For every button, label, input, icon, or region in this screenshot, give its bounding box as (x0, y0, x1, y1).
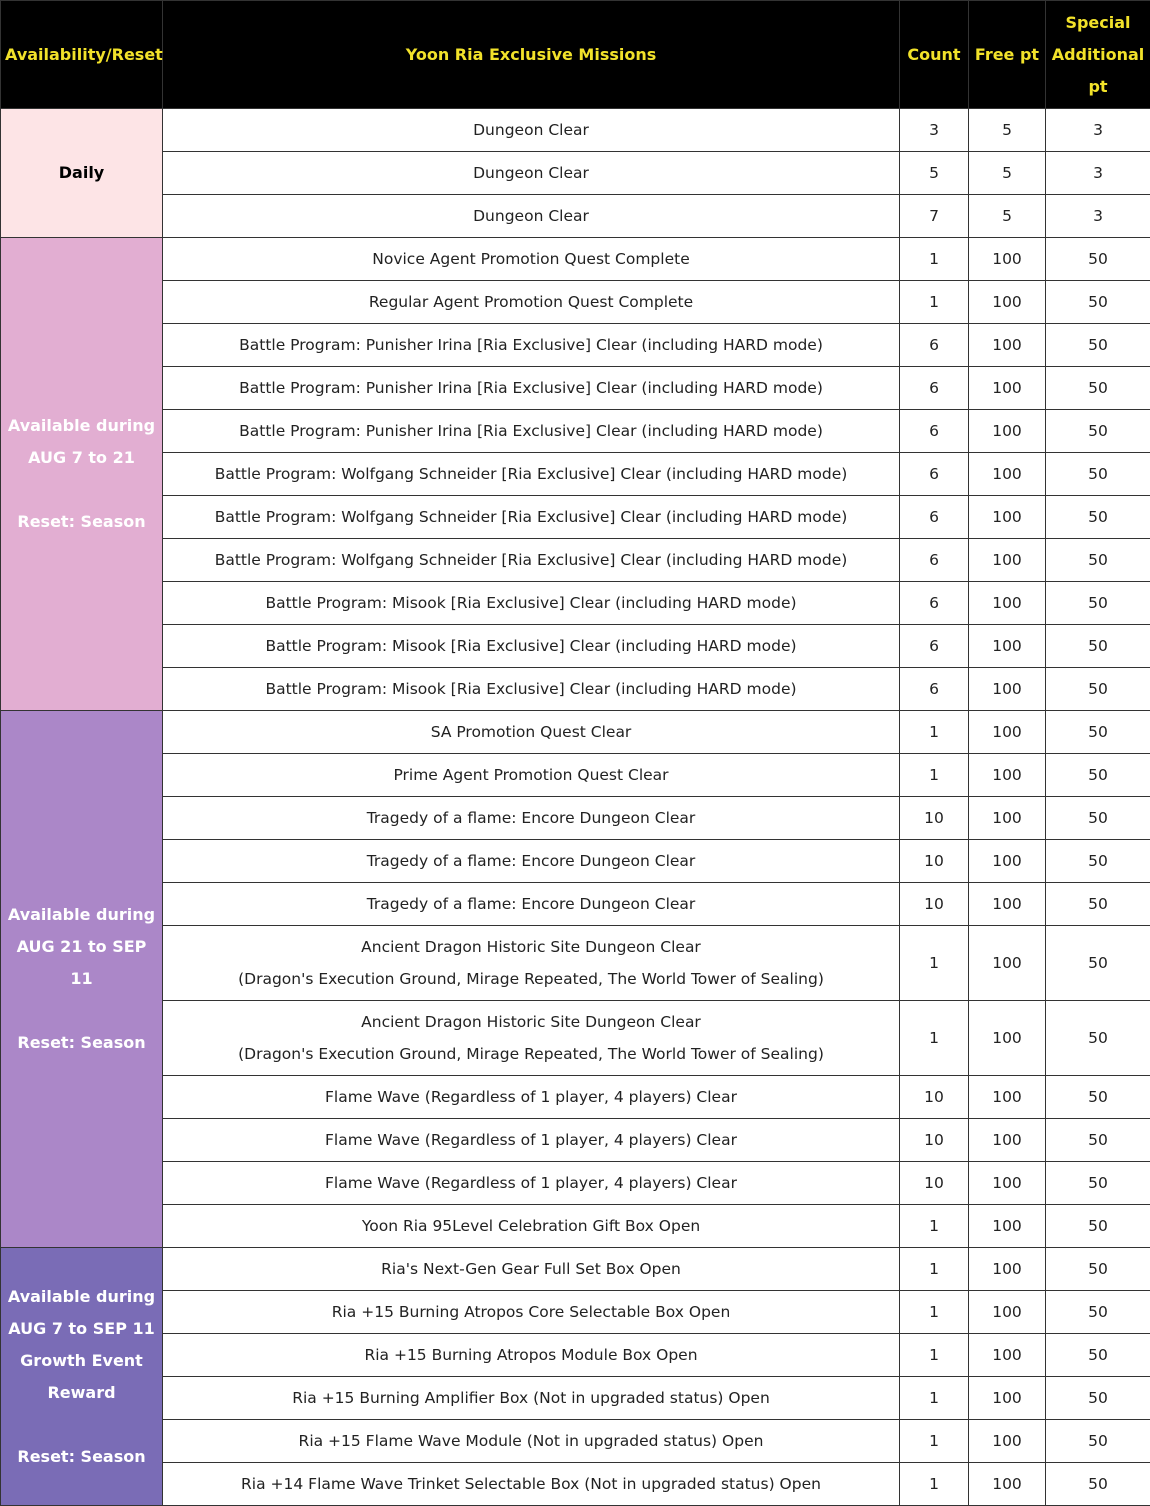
group-label-line (5, 474, 158, 506)
count-cell: 10 (900, 840, 969, 883)
special-pt-cell: 3 (1046, 152, 1150, 195)
table-row (1, 281, 1150, 324)
special-pt-cell: 50 (1046, 754, 1150, 797)
mission-text: Battle Program: Wolfgang Schneider [Ria Exclusive] Clear (including HARD mode) (167, 544, 895, 576)
group-label-line: AUG 21 to SEP 11 (5, 931, 158, 995)
mission-text: Flame Wave (Regardless of 1 player, 4 players) Clear (167, 1124, 895, 1156)
special-pt-cell: 50 (1046, 1248, 1150, 1291)
mission-cell (163, 1334, 900, 1377)
free-pt-cell: 100 (969, 797, 1046, 840)
mission-cell (163, 453, 900, 496)
special-pt-cell: 50 (1046, 1076, 1150, 1119)
mission-cell (163, 797, 900, 840)
special-pt-cell: 50 (1046, 625, 1150, 668)
free-pt-cell: 100 (969, 1463, 1046, 1506)
count-cell: 6 (900, 410, 969, 453)
special-pt-cell: 50 (1046, 410, 1150, 453)
mission-text: Ria +15 Burning Amplifier Box (Not in upgraded status) Open (167, 1382, 895, 1414)
mission-text: (Dragon's Execution Ground, Mirage Repeated, The World Tower of Sealing) (167, 963, 895, 995)
special-pt-cell: 3 (1046, 195, 1150, 238)
count-cell: 1 (900, 1334, 969, 1377)
free-pt-cell: 100 (969, 883, 1046, 926)
group-label-line: Available during (5, 1281, 158, 1313)
count-cell: 1 (900, 1420, 969, 1463)
special-pt-cell: 50 (1046, 1463, 1150, 1506)
mission-cell (163, 1463, 900, 1506)
count-cell: 1 (900, 1291, 969, 1334)
table-row (1, 453, 1150, 496)
count-cell: 6 (900, 324, 969, 367)
free-pt-cell: 100 (969, 582, 1046, 625)
special-pt-cell: 50 (1046, 711, 1150, 754)
mission-text: Battle Program: Misook [Ria Exclusive] Clear (including HARD mode) (167, 630, 895, 662)
table-row (1, 539, 1150, 582)
mission-cell (163, 840, 900, 883)
mission-text: Tragedy of a flame: Encore Dungeon Clear (167, 802, 895, 834)
mission-cell (163, 711, 900, 754)
mission-text: Flame Wave (Regardless of 1 player, 4 players) Clear (167, 1167, 895, 1199)
count-cell: 10 (900, 1119, 969, 1162)
free-pt-cell: 100 (969, 281, 1046, 324)
mission-cell (163, 1291, 900, 1334)
table-row (1, 410, 1150, 453)
count-cell: 5 (900, 152, 969, 195)
table-row (1, 625, 1150, 668)
special-pt-cell: 50 (1046, 238, 1150, 281)
table-row (1, 711, 1150, 754)
count-cell: 10 (900, 1076, 969, 1119)
special-pt-cell: 50 (1046, 582, 1150, 625)
free-pt-cell: 5 (969, 152, 1046, 195)
free-pt-cell: 100 (969, 668, 1046, 711)
mission-text: Battle Program: Wolfgang Schneider [Ria Exclusive] Clear (including HARD mode) (167, 458, 895, 490)
special-pt-cell: 50 (1046, 797, 1150, 840)
free-pt-cell: 100 (969, 410, 1046, 453)
free-pt-cell: 100 (969, 1420, 1046, 1463)
table-row (1, 1076, 1150, 1119)
free-pt-cell: 100 (969, 1162, 1046, 1205)
count-cell: 6 (900, 625, 969, 668)
group-label-line: Available during (5, 410, 158, 442)
count-cell: 7 (900, 195, 969, 238)
group-label-growth (1, 1248, 163, 1506)
count-cell: 1 (900, 1001, 969, 1076)
mission-cell (163, 668, 900, 711)
free-pt-cell: 5 (969, 109, 1046, 152)
count-cell: 6 (900, 367, 969, 410)
table-row (1, 1162, 1150, 1205)
count-cell: 6 (900, 668, 969, 711)
group-label-line: Reset: Season (5, 1441, 158, 1473)
count-cell: 1 (900, 926, 969, 1001)
table-row (1, 754, 1150, 797)
mission-text: Yoon Ria 95Level Celebration Gift Box Open (167, 1210, 895, 1242)
mission-text: Ancient Dragon Historic Site Dungeon Clear (167, 1006, 895, 1038)
free-pt-cell: 100 (969, 1291, 1046, 1334)
free-pt-cell: 100 (969, 711, 1046, 754)
mission-text: Tragedy of a flame: Encore Dungeon Clear (167, 888, 895, 920)
table-row (1, 1463, 1150, 1506)
special-pt-cell: 50 (1046, 1205, 1150, 1248)
mission-cell (163, 238, 900, 281)
free-pt-cell: 100 (969, 539, 1046, 582)
table-row (1, 797, 1150, 840)
mission-text: Battle Program: Wolfgang Schneider [Ria Exclusive] Clear (including HARD mode) (167, 501, 895, 533)
special-pt-cell: 50 (1046, 1377, 1150, 1420)
free-pt-cell: 100 (969, 238, 1046, 281)
table-row (1, 152, 1150, 195)
count-cell: 1 (900, 1377, 969, 1420)
count-cell: 1 (900, 1205, 969, 1248)
free-pt-cell: 100 (969, 1377, 1046, 1420)
header-count: Count (900, 1, 969, 109)
special-pt-cell: 50 (1046, 1334, 1150, 1377)
table-row (1, 668, 1150, 711)
table-row (1, 883, 1150, 926)
header-special-line: Special (1050, 7, 1146, 39)
free-pt-cell: 100 (969, 1119, 1046, 1162)
mission-cell (163, 324, 900, 367)
special-pt-cell: 50 (1046, 367, 1150, 410)
table-row (1, 367, 1150, 410)
mission-text: Prime Agent Promotion Quest Clear (167, 759, 895, 791)
table-row (1, 1334, 1150, 1377)
count-cell: 3 (900, 109, 969, 152)
special-pt-cell: 50 (1046, 539, 1150, 582)
special-pt-cell: 50 (1046, 840, 1150, 883)
group-label-line: Reward (5, 1377, 158, 1409)
mission-cell (163, 109, 900, 152)
special-pt-cell: 50 (1046, 453, 1150, 496)
mission-cell (163, 1076, 900, 1119)
count-cell: 6 (900, 582, 969, 625)
free-pt-cell: 100 (969, 625, 1046, 668)
mission-cell (163, 1119, 900, 1162)
mission-cell (163, 883, 900, 926)
count-cell: 1 (900, 238, 969, 281)
mission-text: Dungeon Clear (167, 200, 895, 232)
special-pt-cell: 50 (1046, 281, 1150, 324)
header-special-line: Additional (1050, 39, 1146, 71)
free-pt-cell: 100 (969, 324, 1046, 367)
count-cell: 1 (900, 711, 969, 754)
mission-text: Dungeon Clear (167, 114, 895, 146)
special-pt-cell: 50 (1046, 1001, 1150, 1076)
mission-cell (163, 1205, 900, 1248)
count-cell: 10 (900, 1162, 969, 1205)
mission-text: Dungeon Clear (167, 157, 895, 189)
mission-text: Battle Program: Punisher Irina [Ria Exclusive] Clear (including HARD mode) (167, 372, 895, 404)
special-pt-cell: 50 (1046, 883, 1150, 926)
mission-text: Battle Program: Punisher Irina [Ria Exclusive] Clear (including HARD mode) (167, 329, 895, 361)
mission-text: Ria's Next-Gen Gear Full Set Box Open (167, 1253, 895, 1285)
mission-cell (163, 281, 900, 324)
mission-text: Battle Program: Punisher Irina [Ria Exclusive] Clear (including HARD mode) (167, 415, 895, 447)
table-row (1, 496, 1150, 539)
mission-cell (163, 754, 900, 797)
header-availability: Availability/Reset (1, 1, 163, 109)
header-free-pt: Free pt (969, 1, 1046, 109)
table-row (1, 1205, 1150, 1248)
group-label-line: Reset: Season (5, 1027, 158, 1059)
count-cell: 1 (900, 754, 969, 797)
table-row (1, 238, 1150, 281)
mission-text: Ria +15 Burning Atropos Module Box Open (167, 1339, 895, 1371)
mission-text: Battle Program: Misook [Ria Exclusive] Clear (including HARD mode) (167, 587, 895, 619)
free-pt-cell: 100 (969, 496, 1046, 539)
count-cell: 6 (900, 496, 969, 539)
group-label-season1 (1, 238, 163, 711)
mission-cell (163, 496, 900, 539)
header-missions: Yoon Ria Exclusive Missions (163, 1, 900, 109)
group-label-season2 (1, 711, 163, 1248)
group-label-line: AUG 7 to 21 (5, 442, 158, 474)
group-label-daily (1, 109, 163, 238)
count-cell: 1 (900, 1248, 969, 1291)
group-label-line: Reset: Season (5, 506, 158, 538)
mission-cell (163, 1001, 900, 1076)
free-pt-cell: 100 (969, 1248, 1046, 1291)
mission-text: Regular Agent Promotion Quest Complete (167, 286, 895, 318)
special-pt-cell: 50 (1046, 1420, 1150, 1463)
free-pt-cell: 100 (969, 1001, 1046, 1076)
count-cell: 1 (900, 1463, 969, 1506)
table-row (1, 1291, 1150, 1334)
table-row (1, 324, 1150, 367)
header-row (1, 1, 1150, 109)
table-row (1, 926, 1150, 1001)
mission-text: SA Promotion Quest Clear (167, 716, 895, 748)
mission-text: Ria +15 Flame Wave Module (Not in upgraded status) Open (167, 1425, 895, 1457)
special-pt-cell: 50 (1046, 926, 1150, 1001)
group-label-line: Daily (5, 157, 158, 189)
mission-cell (163, 1420, 900, 1463)
header-special-pt (1046, 1, 1150, 109)
table-row (1, 1248, 1150, 1291)
special-pt-cell: 50 (1046, 668, 1150, 711)
special-pt-cell: 50 (1046, 496, 1150, 539)
table-row (1, 109, 1150, 152)
special-pt-cell: 50 (1046, 1162, 1150, 1205)
group-label-line (5, 995, 158, 1027)
mission-cell (163, 195, 900, 238)
mission-cell (163, 410, 900, 453)
count-cell: 10 (900, 797, 969, 840)
mission-text: Ria +15 Burning Atropos Core Selectable Box Open (167, 1296, 895, 1328)
free-pt-cell: 100 (969, 367, 1046, 410)
free-pt-cell: 5 (969, 195, 1046, 238)
table-row (1, 1420, 1150, 1463)
special-pt-cell: 50 (1046, 1119, 1150, 1162)
count-cell: 10 (900, 883, 969, 926)
count-cell: 6 (900, 453, 969, 496)
count-cell: 1 (900, 281, 969, 324)
table-row (1, 840, 1150, 883)
mission-text: (Dragon's Execution Ground, Mirage Repeated, The World Tower of Sealing) (167, 1038, 895, 1070)
free-pt-cell: 100 (969, 926, 1046, 1001)
table-row (1, 582, 1150, 625)
mission-text: Ria +14 Flame Wave Trinket Selectable Box (Not in upgraded status) Open (167, 1468, 895, 1500)
group-label-line: Available during (5, 899, 158, 931)
free-pt-cell: 100 (969, 754, 1046, 797)
header-special-line: pt (1050, 71, 1146, 103)
mission-text: Flame Wave (Regardless of 1 player, 4 players) Clear (167, 1081, 895, 1113)
mission-cell (163, 1377, 900, 1420)
table-row (1, 195, 1150, 238)
free-pt-cell: 100 (969, 840, 1046, 883)
table-row (1, 1119, 1150, 1162)
mission-cell (163, 926, 900, 1001)
mission-cell (163, 1248, 900, 1291)
mission-cell (163, 582, 900, 625)
table-row (1, 1377, 1150, 1420)
special-pt-cell: 3 (1046, 109, 1150, 152)
mission-text: Tragedy of a flame: Encore Dungeon Clear (167, 845, 895, 877)
group-label-line (5, 1409, 158, 1441)
special-pt-cell: 50 (1046, 324, 1150, 367)
mission-cell (163, 625, 900, 668)
mission-cell (163, 539, 900, 582)
mission-cell (163, 1162, 900, 1205)
free-pt-cell: 100 (969, 1334, 1046, 1377)
group-label-line: Growth Event (5, 1345, 158, 1377)
mission-cell (163, 152, 900, 195)
missions-body (1, 109, 1150, 1506)
mission-text: Ancient Dragon Historic Site Dungeon Clear (167, 931, 895, 963)
mission-cell (163, 367, 900, 410)
special-pt-cell: 50 (1046, 1291, 1150, 1334)
table-row (1, 1001, 1150, 1076)
free-pt-cell: 100 (969, 1205, 1046, 1248)
count-cell: 6 (900, 539, 969, 582)
group-label-line: AUG 7 to SEP 11 (5, 1313, 158, 1345)
mission-text: Novice Agent Promotion Quest Complete (167, 243, 895, 275)
free-pt-cell: 100 (969, 1076, 1046, 1119)
free-pt-cell: 100 (969, 453, 1046, 496)
mission-text: Battle Program: Misook [Ria Exclusive] Clear (including HARD mode) (167, 673, 895, 705)
